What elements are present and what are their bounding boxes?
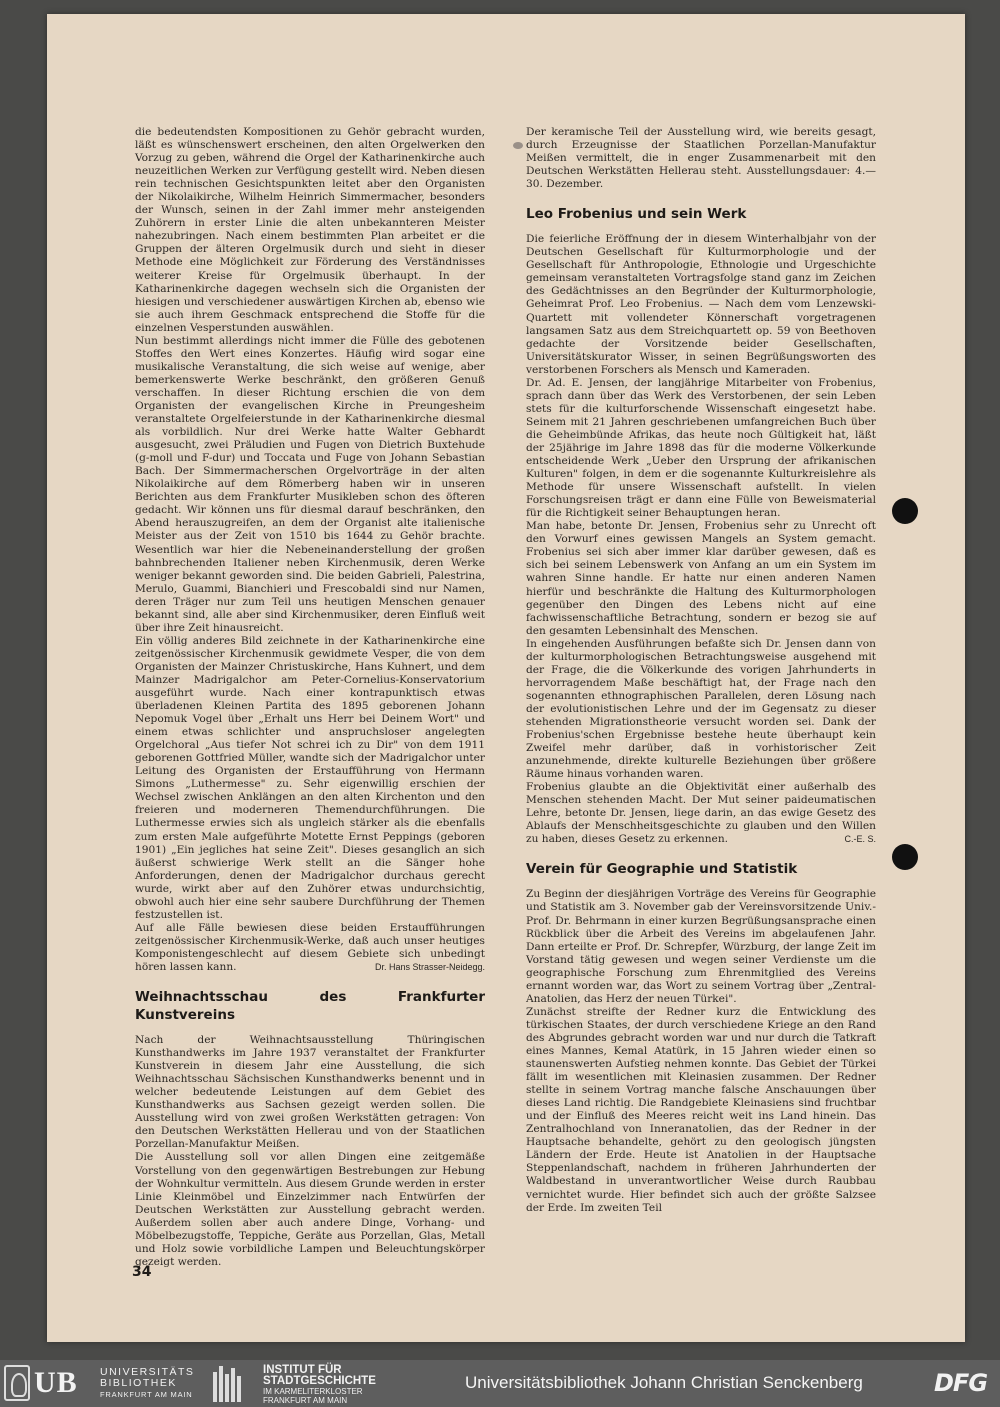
paragraph: Die feierliche Eröffnung der in diesem Winterhalbjahr von der Deutschen Gesellschaft für Kulturmorphologie und der Gesellschaft für Anthropologie, Ethnologie und Urgeschichte gemeinsam veranstalteten Vortragsfolge stand ganz im Zeichen des Gedächtnisses an den Begründer der Kulturmorphologie, Geheimrat Prof. Leo Frobenius. — Nach dem vom Lenzewski-Quartett mit vollendeter Könnerschaft vorgetragenen langsamen Satz aus dem Streichquartett op. 59 von Beethoven gedachte der Vorsitzende beider Gesellschaften, Universitätskurator Wisser, in seinen Begrüßungsworten des verstorbenen Forschers als Mensch und Kameraden. xyxy=(526,233,876,376)
institute-line: FRANKFURT AM MAIN xyxy=(263,1396,348,1405)
punch-hole xyxy=(892,498,918,524)
author-signature: C.-E. S. xyxy=(844,834,876,845)
paragraph: Zu Beginn der diesjährigen Vorträge des Vereins für Geographie und Statistik am 3. November gab der Vereinsvorsitzende Univ.-Prof. Dr. Behrmann in einer kurzen Begrüßungsansprache einen Rückblick über die Arbeit des Vereins im abgelaufenen Jahr. Dann erteilte er Prof. Dr. Schrepfer, Würzburg, der lange Zeit im Vorstand tätig gewesen und wegen seiner Verdienste um die geographische Forschung zum Ehrenmitglied des Vereins ernannt worden war, das Wort zu seinem Vortrag über „Zentral-Anatolien, das Herz der neuen Türkei". xyxy=(526,888,876,1005)
paragraph: Zunächst streifte der Redner kurz die Entwicklung des türkischen Staates, der durch verschiedene Kriege an den Rand des Abgrundes gebracht worden war und nur durch die Tatkraft eines Mannes, Kemal Atatürk, in 15 Jahren wieder einen so staunenswerten Aufstieg nehmen konnte. Das Gebiet der Türkei fällt im wesentlichen mit Kleinasien zusammen. Der Redner stellte in seinem Vortrag manche falsche Anschauungen über dieses Land richtig. Die Randgebiete Kleinasiens sind fruchtbar und der Einfluß des Meeres reicht weit ins Land hinein. Das Zentralhochland von Inneranatolien, das der Redner in der Hauptsache behandelte, gehört zu den geologisch jüngsten Ländern der Erde. Heute ist Anatolien in der Hauptsache Steppenlandschaft, nachdem in früheren Jahrhunderten der Waldbestand in unverantwortlicher Weise durch Raubbau vernichtet wurde. Hier befindet sich auch der größte Salzsee der Erde. Im zweiten Teil xyxy=(526,1005,876,1214)
paragraph xyxy=(135,922,485,974)
paragraph: Ein völlig anderes Bild zeichnete in der Katharinenkirche eine zeitgenössischer Kirchenmusik gewidmete Vesper, die von dem Organisten der Mainzer Christuskirche, Hans Kuhnert, und dem Mainzer Madrigalchor am Peter-Cornelius-Konservatorium ausgeführt wurde. Nach einer kontrapunktisch etwas überladenen Kleinen Partita des 1895 geborenen Johann Nepomuk Vogel über „Erhalt uns Herr bei Deinem Wort" und einem etwas schlichter und anspruchsloser angelegten Orgelchoral „Aus tiefer Not schrei ich zu Dir" von dem 1911 geborenen Gottfried Müller, wandte sich der Madrigalchor unter Leitung des Organisten der Erstaufführung von Hermann Simons „Luthermesse" zu. Sehr eigenwillig erschien der Wechsel zwischen Anklängen an den alten Kirchenton und den freieren und moderneren Themendurchführungen. Die Luthermesse erwies sich als ungleich stärker als die ebenfalls zum ersten Male aufgeführte Motette Ernst Peppings (geboren 1901) „Ein jegliches hat seine Zeit". Dieses gesanglich an sich äußerst schwierige Werk stellt an die Sänger hohe Anforderungen, denen der Madrigalchor durchaus gerecht wurde, wirkt aber auf den Zuhörer etwas undurchsichtig, obwohl auch hier eine sehr saubere Durchführung der Themen festzustellen ist. xyxy=(135,634,485,921)
institute-line: IM KARMELITERKLOSTER xyxy=(263,1387,363,1396)
section-heading: Leo Frobenius und sein Werk xyxy=(526,206,747,223)
institute-line: INSTITUT FÜR xyxy=(263,1364,342,1376)
ub-line: UNIVERSITÄTS xyxy=(100,1366,195,1378)
paragraph: Nun bestimmt allerdings nicht immer die Fülle des gebotenen Stoffes den Wert eines Konzertes. Häufig wird sogar eine musikalische Veranstaltung, die sich weise auf wenige, aber bemerkenswerte Werke beschränkt, den größeren Genuß verschaffen. In dieser Richtung erschien die von dem Organisten der evangelischen Kirche in Preungesheim veranstaltete Orgelfeierstunde in der Katharinenkirche diesmal als vorbildlich. Nur drei Werke hatte Walter Gebhardt ausgesucht, zwei Präludien und Fugen von Dietrich Buxtehude (g-moll und F-dur) und Toccata und Fuge von Johann Sebastian Bach. Der Simmermacherschen Orgelvorträge in der alten Nikolaikirche auf dem Römerberg haben wir in unseren Berichten aus dem Frankfurter Musikleben schon des öfteren gedacht. Wir können uns für diesmal darauf beschränken, den Abend herauszugreifen, an dem der Organist alte italienische Meister aus der Zeit von 1510 bis 1644 zu Gehör brachte. Wesentlich war hier die Nebeneinanderstellung der großen bahnbrechenden Italiener neben Kirchenmusik, deren Werke weniger bekannt geworden sind. Die beiden Gabrieli, Palestrina, Merulo, Guammi, Bianchieri und Frescobaldi sind nur Namen, deren Träger nur zum Teil uns heutigen Menschen genauer bekannt sind, alle aber sind Kirchenmusiker, deren Einfluß weit über ihre Zeit hinausreicht. xyxy=(135,334,485,634)
paragraph: Nach der Weihnachtsausstellung Thüringischen Kunsthandwerks im Jahre 1937 veranstaltet der Frankfurter Kunstverein in diesem Jahr eine Ausstellung, die sich Weihnachtsschau Sächsischen Kunsthandwerks benennt und in welcher bedeutende Leistungen auf dem Gebiet des Kunsthandwerks aus Sachsen gezeigt werden sollen. Die Ausstellung wird von zwei großen Werkstätten getragen: Von den Deutschen Werkstätten Hellerau und von der Staatlichen Porzellan-Manufaktur Meißen. xyxy=(135,1034,485,1151)
paragraph-text: Auf alle Fälle bewiesen diese beiden Erstaufführungen zeitgenössischer Kirchenmusik-Werke, daß auch unser heutiges Komponistengeschlecht auf diesem Gebiete sich unbedingt hören lassen kann. xyxy=(135,921,485,973)
section-heading: Weihnachtsschau des Frankfurter Kunstvereins xyxy=(135,989,485,1024)
paragraph: Dr. Ad. E. Jensen, der langjährige Mitarbeiter von Frobenius, sprach dann über das Werk des Verstorbenen, der sein Leben stets für die kulturforschende Wissenschaft eingesetzt habe. Seinem mit 21 Jahren geschriebenen umfangreichen Buch über die Geheimbünde Afrikas, das heute noch Gültigkeit hat, läßt der 25jährige im Jahre 1898 das für die moderne Völkerkunde entscheidende Werk „Ueber den Ursprung der afrikanischen Kulturen" folgen, in dem er die sogenannte Kulturkreislehre als Methode für unsere Wissenschaft aufstellt. In vielen Forschungsreisen trägt er dann eine Fülle von Beweismaterial für die Richtigkeit seiner Behauptungen heran. xyxy=(526,376,876,520)
institute-logo-text xyxy=(263,1365,376,1405)
paragraph: Man habe, betonte Dr. Jensen, Frobenius sehr zu Unrecht oft den Vorwurf eines gewissen Mangels an System gemacht. Frobenius sei sich aber immer klar darüber gewesen, daß es sich bei seinem Lebenswerk von Anfang an um ein System im wahren Sinne handle. Er hatte nur einen anderen Namen hierfür und beschränkte die Haltung des Kulturmorphologen gegenüber den Dingen des Lebens nicht auf eine fachwissenschaftliche Betrachtung, sondern er bezog sie auf den gesamten Lebensinhalt des Menschen. xyxy=(526,520,876,637)
dfg-logo[interactable]: DFG xyxy=(934,1369,988,1397)
document-page xyxy=(47,14,965,1342)
paragraph: die bedeutendsten Kompositionen zu Gehör gebracht wurden, läßt es wünschenswert erscheinen, den alten Orgelwerken den Vorzug zu geben, während die Orgel der Katharinenkirche auch neuzeitlichen Werken zur Verfügung gestellt wird. Neben diesen rein technischen Gesichtspunkten leitet aber den Organisten der Nikolaikirche, Wilhelm Heinrich Simmermacher, besonders der Wunsch, seinen in der Zahl immer mehr ansteigenden Zuhörern in erster Linie die alten unbekannteren Meister nahezubringen. Nach einem bestimmten Plan arbeitet er die Gruppen der älteren Orgelmusik durch und sieht in dieser Methode eine Möglichkeit zur Förderung des Verständnisses weiterer Kreise für Orgelmusik überhaupt. In der Katharinenkirche dagegen wechseln sich die Organisten der hiesigen und verschiedener auswärtigen Kirchen ab, ebenso wie sie auch ihrem Geschmack entsprechend die Stoffe für die einzelnen Vesperstunden auswählen. xyxy=(135,126,485,334)
right-column xyxy=(526,126,876,1215)
library-name: Universitätsbibliothek Johann Christian Senckenberg xyxy=(465,1373,863,1392)
footer-bar xyxy=(0,1360,1000,1407)
ub-logo-text xyxy=(100,1367,194,1400)
left-column xyxy=(135,126,485,1269)
shield-icon xyxy=(4,1365,30,1401)
author-signature: Dr. Hans Strasser-Neidegg. xyxy=(374,962,485,972)
punch-hole xyxy=(892,844,918,870)
ub-line: BIBLIOTHEK xyxy=(100,1377,177,1389)
paragraph: In eingehenden Ausführungen befaßte sich Dr. Jensen dann von der kulturmorphologischen Betrachtungsweise ausgehend mit der Frage, die die Völkerkunde des vorigen Jahrhunderts in hervorragendem Maße beschäftigt hat, der Frage nach den sogenannten ethnographischen Parallelen, deren Lösung nach der evolutionistischen Lehre und der im Gegensatz zu dieser stehenden Migrationstheorie versucht worden sei. Dank der Frobenius'schen Ergebnisse bestehe heute überhaupt kein Zweifel mehr darüber, daß in vorhistorischer Zeit anzunehmende, direkte kulturelle Beziehungen über größere Räume hinaus vorhanden waren. xyxy=(526,637,876,781)
ub-logo[interactable] xyxy=(4,1364,98,1402)
ub-line: FRANKFURT AM MAIN xyxy=(100,1390,193,1399)
institute-logo-icon[interactable] xyxy=(213,1364,253,1402)
institute-line: STADTGESCHICHTE xyxy=(263,1375,376,1387)
page-number: 34 xyxy=(132,1264,152,1280)
paragraph: Der keramische Teil der Ausstellung wird, wie bereits gesagt, durch Erzeugnisse der Staatlichen Porzellan-Manufaktur Meißen vermittelt, die in enger Zusammenarbeit mit den Deutschen Werkstätten Hellerau steht. Ausstellungsdauer: 4.—30. Dezember. xyxy=(526,126,876,191)
section-heading: Verein für Geographie und Statistik xyxy=(526,861,798,878)
paragraph xyxy=(526,781,876,846)
ub-logo-letters: UB xyxy=(34,1366,78,1399)
binding-mark xyxy=(513,142,523,149)
paragraph-text: Frobenius glaubte an die Objektivität einer außerhalb des Menschen stehenden Macht. Der Mut seiner paideumatischen Lehre, betonte Dr. Jensen, liege darin, an das ewige Gesetz des Ablaufs der Menschheitsgeschichte zu glauben und den Willen zu haben, dieses Gesetz zu erkennen. xyxy=(526,781,876,846)
paragraph: Die Ausstellung soll vor allen Dingen eine zeitgemäße Vorstellung von den gegenwärtigen Bestrebungen zur Hebung der Wohnkultur vermitteln. Aus diesem Grunde werden in erster Linie Kleinmöbel und Einzelzimmer nach Entwürfen der Deutschen Werkstätten zur Ausstellung gebracht werden. Außerdem sollen aber auch andere Dinge, Vorhang- und Möbelbezugstoffe, Teppiche, Geräte aus Porzellan, Glas, Metall und Holz sowie vorbildliche Lampen und Beleuchtungskörper gezeigt werden. xyxy=(135,1151,485,1268)
